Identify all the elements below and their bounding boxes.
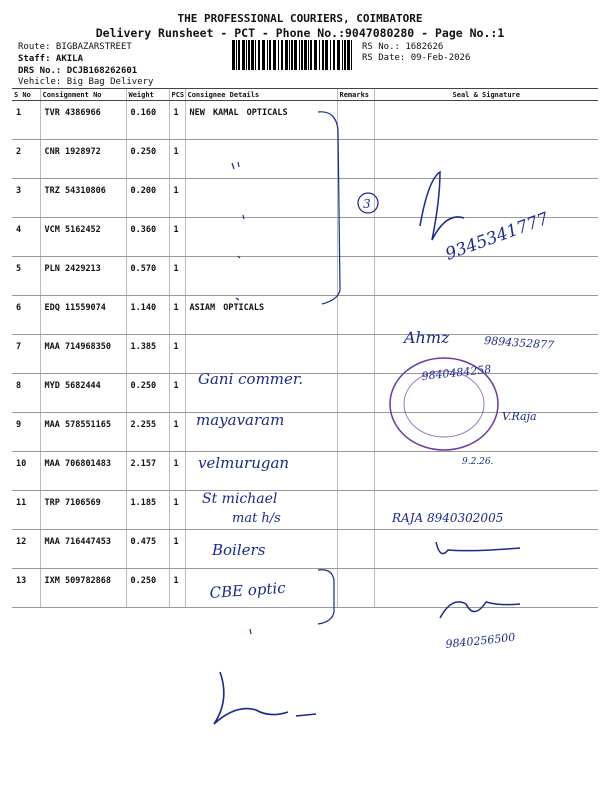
row-consignment: TRP 7106569 (40, 491, 126, 530)
table-row (12, 140, 598, 179)
row-remarks (337, 218, 374, 257)
row-consignee (185, 413, 337, 452)
col-weight: Weight (126, 89, 169, 101)
row-pcs: 1 (169, 101, 185, 140)
row-consignee (185, 452, 337, 491)
row-pcs: 1 (169, 491, 185, 530)
row-pcs: 1 (169, 257, 185, 296)
row-sno: 1 (12, 101, 40, 140)
phone-b: 9894352877 (483, 334, 555, 352)
row-seal (374, 335, 598, 374)
row-sno: 2 (12, 140, 40, 179)
table-row (12, 569, 598, 608)
phone-a: 9345341777 (442, 208, 552, 265)
row-consignment: PLN 2429213 (40, 257, 126, 296)
row-pcs: 1 (169, 530, 185, 569)
row-weight: 1.140 (126, 296, 169, 335)
consignee-hand-8: mayavaram (196, 411, 285, 429)
table-row (12, 413, 598, 452)
row-sno: 6 (12, 296, 40, 335)
row-seal (374, 218, 598, 257)
row-weight: 0.360 (126, 218, 169, 257)
row-weight: 0.570 (126, 257, 169, 296)
row-remarks (337, 101, 374, 140)
consignee-hand-10b: mat h/s (232, 511, 281, 526)
col-pcs: PCS (169, 89, 185, 101)
row-remarks (337, 452, 374, 491)
row-seal (374, 491, 598, 530)
phone-c: 9840484258 (420, 362, 492, 383)
row-seal (374, 257, 598, 296)
row-consignee (185, 218, 337, 257)
row-weight: 2.255 (126, 413, 169, 452)
row-sno: 9 (12, 413, 40, 452)
row-consignment: TRZ 54310806 (40, 179, 126, 218)
row-consignee: ASIAM OPTICALS (185, 296, 337, 335)
row-sno: 4 (12, 218, 40, 257)
row-consignment: IXM 509782868 (40, 569, 126, 608)
row-sno: 7 (12, 335, 40, 374)
row-remarks (337, 413, 374, 452)
rs-date: RS Date: 09-Feb-2026 (362, 53, 471, 63)
consignee-hand-9: velmurugan (198, 454, 290, 472)
row-weight: 0.475 (126, 530, 169, 569)
row-pcs: 1 (169, 218, 185, 257)
row-seal (374, 140, 598, 179)
row-pcs: 1 (169, 413, 185, 452)
row-sno: 13 (12, 569, 40, 608)
row-consignment: MYD 5682444 (40, 374, 126, 413)
row-seal (374, 530, 598, 569)
runsheet-table (12, 88, 598, 608)
row-weight: 0.200 (126, 179, 169, 218)
row-remarks (337, 569, 374, 608)
col-sno: S No (12, 89, 40, 101)
sign-a: Ahmz (404, 328, 450, 347)
row-sno: 12 (12, 530, 40, 569)
row-consignee (185, 530, 337, 569)
row-pcs: 1 (169, 179, 185, 218)
row-pcs: 1 (169, 452, 185, 491)
row-consignment: CNR 1928972 (40, 140, 126, 179)
table-row (12, 257, 598, 296)
row-consignee (185, 140, 337, 179)
row-seal (374, 179, 598, 218)
col-consignee: Consignee Details (185, 89, 337, 101)
col-consignment: Consignment No (40, 89, 126, 101)
row-consignee (185, 257, 337, 296)
table-row (12, 452, 598, 491)
row-remarks (337, 335, 374, 374)
date-note: 9.2.26. (462, 457, 494, 467)
row-pcs: 1 (169, 140, 185, 179)
company-name: THE PROFESSIONAL COURIERS, COIMBATORE (177, 12, 423, 25)
row-seal (374, 374, 598, 413)
row-consignment: EDQ 11559074 (40, 296, 126, 335)
row-sno: 5 (12, 257, 40, 296)
barcode-icon (232, 40, 356, 70)
row-pcs: 1 (169, 374, 185, 413)
stamp-name: V.Raja (502, 410, 537, 423)
row-consignment: VCM 5162452 (40, 218, 126, 257)
row-seal (374, 413, 598, 452)
row-seal (374, 296, 598, 335)
row-consignment: MAA 578551165 (40, 413, 126, 452)
row-pcs: 1 (169, 569, 185, 608)
row-consignee (185, 335, 337, 374)
row-weight: 0.250 (126, 569, 169, 608)
row-weight: 0.160 (126, 101, 169, 140)
col-remarks: Remarks (337, 89, 374, 101)
table-row (12, 491, 598, 530)
row-pcs: 1 (169, 335, 185, 374)
table-header-row (12, 89, 598, 101)
row-remarks (337, 140, 374, 179)
row-weight: 1.185 (126, 491, 169, 530)
table-row (12, 335, 598, 374)
consignee-hand-12: CBE optic (209, 578, 287, 602)
row-consignee (185, 491, 337, 530)
table-row (12, 296, 598, 335)
row-weight: 1.385 (126, 335, 169, 374)
row-consignee: NEW KAMAL OPTICALS (185, 101, 337, 140)
signature-mark (214, 672, 316, 724)
row-remarks (337, 374, 374, 413)
row-remarks (337, 491, 374, 530)
row-consignment: MAA 716447453 (40, 530, 126, 569)
row-consignee (185, 569, 337, 608)
table-row (12, 374, 598, 413)
drs-number: DRS No.: DCJB168262601 (18, 66, 138, 76)
remark-3: 3 (363, 197, 371, 211)
staff-text: Staff: AKILA (18, 54, 84, 64)
consignee-hand-11: Boilers (212, 541, 266, 559)
row-seal (374, 101, 598, 140)
runsheet-subtitle: Delivery Runsheet - PCT - Phone No.:9047080280 - Page No.:1 (95, 26, 505, 40)
table-row (12, 218, 598, 257)
row-sno: 3 (12, 179, 40, 218)
route-text: Route: BIGBAZARSTREET (18, 42, 132, 52)
row-weight: 2.157 (126, 452, 169, 491)
row-remarks (337, 296, 374, 335)
row-sno: 10 (12, 452, 40, 491)
row-consignment: MAA 714968350 (40, 335, 126, 374)
consignee-hand-7: Gani commer. (198, 370, 304, 388)
row-consignee (185, 374, 337, 413)
row-remarks (337, 179, 374, 218)
row-sno: 11 (12, 491, 40, 530)
consignee-hand-10a: St michael (202, 491, 278, 507)
row-seal (374, 569, 598, 608)
row-pcs: 1 (169, 296, 185, 335)
vehicle-text: Vehicle: Big Bag Delivery (18, 77, 154, 87)
row-remarks (337, 530, 374, 569)
row-consignee (185, 179, 337, 218)
table-row (12, 101, 598, 140)
table-row (12, 179, 598, 218)
row-sno: 8 (12, 374, 40, 413)
row-consignment: MAA 706801483 (40, 452, 126, 491)
row-weight: 0.250 (126, 374, 169, 413)
row-consignment: TVR 4386966 (40, 101, 126, 140)
col-seal: Seal & Signature (374, 89, 598, 101)
phone-d: 9840256500 (444, 630, 516, 651)
table-row (12, 530, 598, 569)
row-seal (374, 452, 598, 491)
row-remarks (337, 257, 374, 296)
sign-10: RAJA 8940302005 (392, 511, 504, 525)
row-weight: 0.250 (126, 140, 169, 179)
rs-number: RS No.: 1682626 (362, 42, 444, 52)
